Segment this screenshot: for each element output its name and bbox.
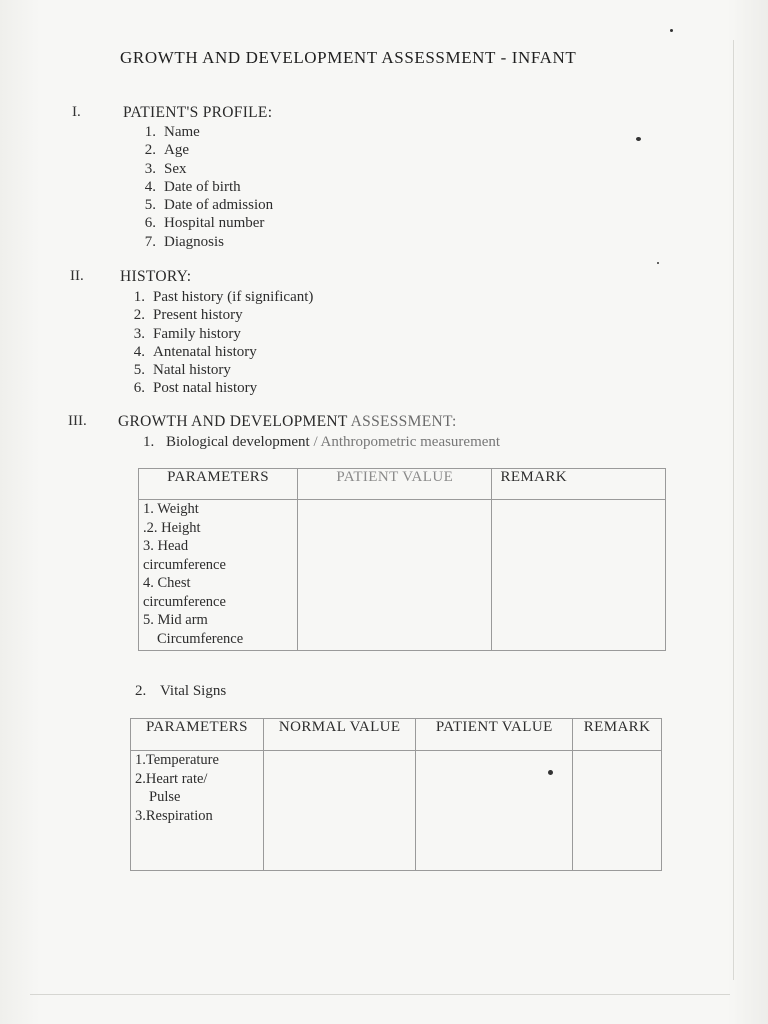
history-items-list (125, 288, 313, 398)
list-item-number: 1. (133, 289, 145, 305)
list-item-number: 4. (133, 343, 145, 360)
section-heading-history: HISTORY: (120, 268, 192, 285)
list-item-number: 1. (144, 124, 156, 140)
parameter-line: 2.Heart rate/ (135, 770, 208, 787)
list-item-number: 3. (133, 325, 145, 342)
list-item (125, 343, 313, 361)
list-item (136, 233, 273, 251)
parameter-line: 4. Chest (143, 575, 191, 591)
parameter-line: 5. Mid arm (143, 612, 208, 628)
list-item-number: 2. (133, 307, 145, 324)
parameter-line: 1.Temperature (135, 752, 219, 768)
list-item (136, 141, 273, 159)
page-edge-bottom (30, 994, 730, 995)
vitals-col-parameters: PARAMETERS (131, 719, 264, 751)
list-item-label: Family history (153, 325, 241, 342)
list-item-label: Date of admission (164, 197, 274, 214)
list-item-label: Post natal history (153, 380, 258, 397)
vitals-patient-value-cell[interactable] (416, 751, 573, 871)
list-item (125, 379, 313, 397)
section-heading-assessment (118, 413, 457, 431)
anthro-remark-cell[interactable] (492, 500, 666, 651)
vitals-col-remark: REMARK (573, 719, 662, 751)
list-item-number: 7. (144, 233, 156, 250)
vitals-normal-value-cell[interactable] (263, 751, 416, 871)
vital-signs-table (130, 718, 662, 871)
list-item (136, 196, 273, 214)
list-item-number: 2. (144, 142, 156, 159)
vitals-parameters-list (131, 751, 263, 825)
parameter-line: .2. Height (143, 519, 201, 536)
section-numeral-profile: I. (72, 104, 81, 120)
list-item (125, 306, 313, 324)
parameter-line: 3.Respiration (135, 807, 213, 824)
anthro-col-parameters: PARAMETERS (139, 469, 298, 500)
list-item-number: 6. (144, 215, 156, 232)
anthro-parameters-list (139, 500, 297, 648)
list-item-number: 4. (144, 178, 156, 195)
profile-items-list (136, 123, 273, 251)
anthro-col-remark: REMARK (492, 469, 666, 500)
anthro-col-patient-value: PATIENT VALUE (298, 469, 492, 500)
list-item-label: Natal history (153, 362, 231, 379)
list-item-label: Hospital number (164, 215, 265, 232)
parameter-line: 3. Head (143, 538, 189, 554)
list-item-label: Diagnosis (164, 233, 224, 250)
scan-speck (636, 137, 641, 141)
section-heading-profile: PATIENT'S PROFILE: (123, 104, 273, 121)
parameter-line: Pulse (149, 789, 181, 805)
bio-number: 1. (143, 434, 155, 450)
anthro-parameters-cell (139, 500, 298, 651)
list-item-label: Past history (if significant) (153, 289, 314, 305)
vitals-label: Vital Signs (160, 683, 227, 699)
list-item-label: Date of birth (164, 178, 241, 195)
document-title: GROWTH AND DEVELOPMENT ASSESSMENT - INFANT (120, 48, 577, 67)
vitals-col-normal-value: NORMAL VALUE (263, 719, 416, 751)
list-item-number: 3. (144, 160, 156, 177)
list-item (125, 325, 313, 343)
list-item-label: Antenatal history (153, 343, 257, 360)
section-numeral-assessment: III. (68, 413, 87, 429)
list-item-label: Name (164, 124, 200, 140)
list-item (125, 288, 313, 306)
list-item-label: Sex (164, 160, 187, 177)
section-numeral-history: II. (70, 268, 84, 284)
parameter-line: circumference (143, 593, 226, 610)
vital-signs-subheading (135, 683, 226, 700)
bio-development-subheading (143, 434, 500, 451)
list-item (136, 214, 273, 232)
vitals-parameters-cell (131, 751, 264, 871)
list-item (136, 178, 273, 196)
list-item (136, 123, 273, 141)
scan-speck (548, 770, 553, 775)
list-item-number: 5. (133, 362, 145, 379)
list-item-label: Present history (153, 307, 243, 324)
vitals-col-patient-value: PATIENT VALUE (416, 719, 573, 751)
list-item-number: 6. (133, 380, 145, 397)
vitals-number: 2. (135, 683, 147, 699)
list-item-label: Age (164, 142, 189, 159)
assessment-heading-faded: ASSESSMENT: (347, 413, 457, 430)
parameter-line: circumference (143, 556, 226, 573)
vitals-remark-cell[interactable] (573, 751, 662, 871)
anthropometric-table (138, 468, 666, 651)
scan-speck (670, 29, 673, 32)
list-item-number: 5. (144, 197, 156, 214)
anthro-patient-value-cell[interactable] (298, 500, 492, 651)
list-item (136, 160, 273, 178)
parameter-line: Circumference (157, 630, 244, 647)
list-item (125, 361, 313, 379)
bio-label: Biological development (166, 434, 310, 450)
scan-speck (657, 262, 659, 264)
page-edge-right (733, 40, 734, 980)
parameter-line: 1. Weight (143, 501, 199, 517)
assessment-heading-main: GROWTH AND DEVELOPMENT (118, 413, 348, 430)
bio-label-faded: / Anthropometric measurement (309, 434, 501, 450)
